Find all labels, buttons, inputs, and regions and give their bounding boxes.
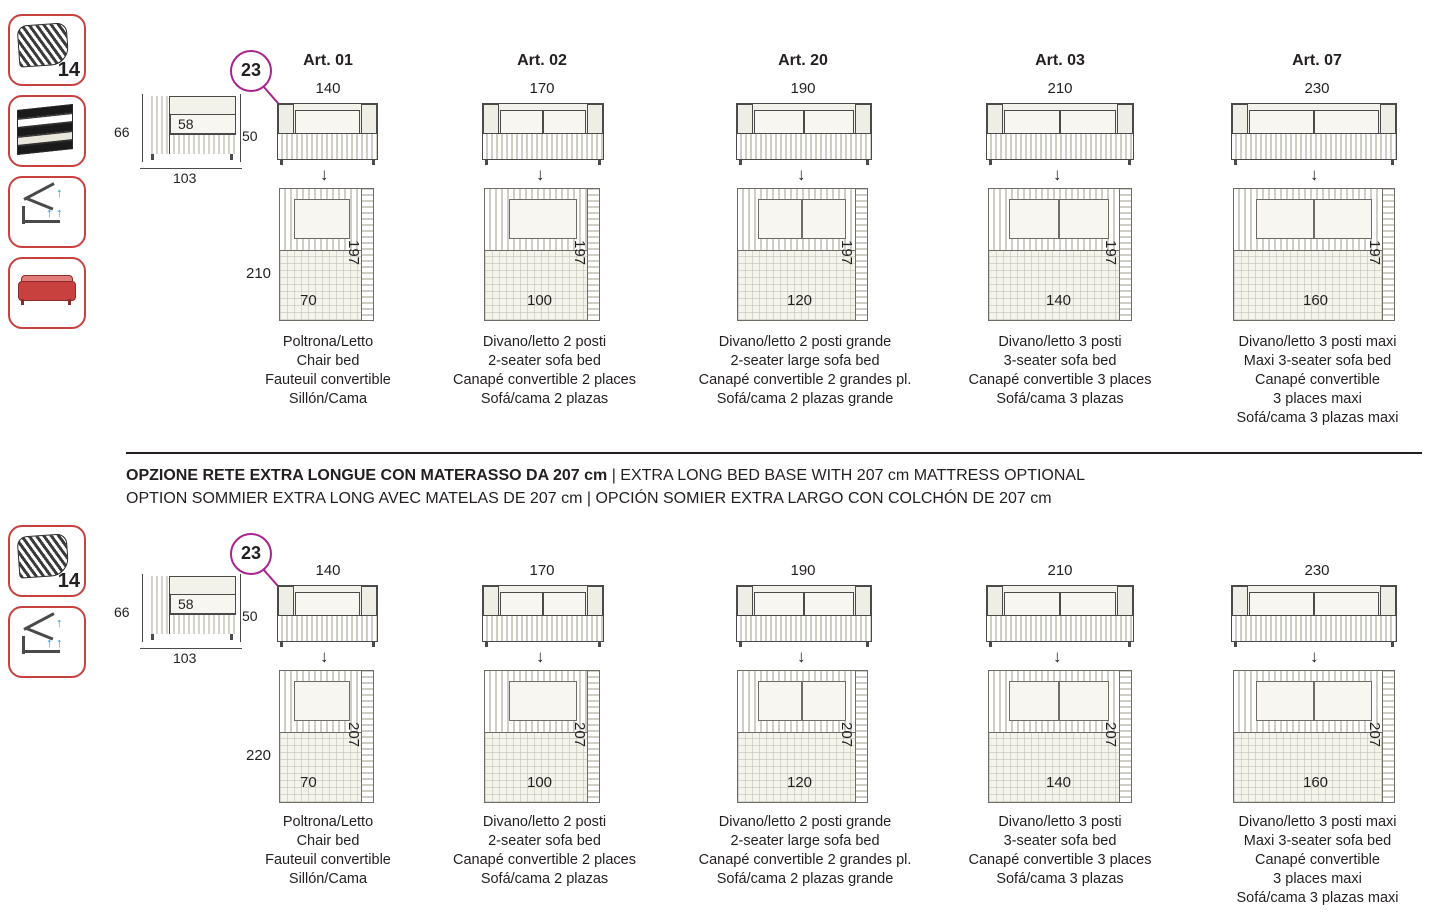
bed-width-label: 140 (1046, 774, 1072, 791)
caption-line: 3-seater sofa bed (1003, 833, 1117, 849)
note-line-1 (126, 464, 1406, 487)
mechanism-icon (8, 606, 86, 678)
sofa-front-view (986, 585, 1134, 642)
caption-line: 2-seater large sofa bed (730, 353, 880, 369)
caption-line: Canapé convertible 2 places (453, 852, 636, 868)
caption-line: Divano/letto 3 posti (998, 334, 1122, 350)
sofa-front-view (277, 585, 378, 642)
caption-line: Fauteuil convertible (265, 372, 391, 388)
item-caption (955, 333, 1165, 409)
caption-line: Chair bed (296, 353, 360, 369)
fabric-count-badge: 14 (57, 59, 80, 81)
width-label: 210 (1047, 562, 1073, 579)
caption-line: Maxi 3-seater sofa bed (1243, 833, 1392, 849)
down-arrow-icon: ↓ (797, 165, 806, 184)
profile-drawing-top (114, 88, 263, 188)
caption-line: 2-seater sofa bed (488, 833, 601, 849)
item-caption (233, 333, 423, 409)
sofa-front-view (736, 585, 872, 642)
note-line-1-rest: | EXTRA LONG BED BASE WITH 207 cm MATTRESS OPTIONAL (607, 467, 1085, 484)
bed-width-label: 100 (527, 292, 553, 309)
art-title: Art. 20 (778, 52, 828, 69)
item-caption (447, 333, 642, 409)
width-label: 140 (315, 562, 341, 579)
caption-line: Sofá/cama 2 plazas grande (716, 871, 894, 887)
bed-length-label: 207 (1366, 722, 1383, 748)
art-title: Art. 02 (517, 52, 567, 69)
bed-width-label: 120 (787, 292, 813, 309)
profile-drawing-bottom (114, 568, 263, 668)
bed-length-label: 207 (345, 722, 362, 748)
item-caption (1205, 813, 1430, 908)
icon-column-top (8, 14, 98, 338)
art-title: Art. 07 (1292, 52, 1342, 69)
caption-line: Canapé convertible 2 places (453, 372, 636, 388)
item-caption (690, 813, 920, 889)
item-caption (233, 813, 423, 889)
down-arrow-icon: ↓ (536, 165, 545, 184)
sofa-front-view (277, 103, 378, 160)
caption-line: Sofá/cama 3 plazas (996, 391, 1124, 407)
fabric-stack-icon (8, 95, 86, 167)
caption-line: Divano/letto 3 posti maxi (1238, 814, 1397, 830)
caption-line: Sillón/Cama (288, 391, 368, 407)
caption-line: Divano/letto 3 posti (998, 814, 1122, 830)
profile-seat-depth-label: 58 (175, 116, 197, 132)
item-caption (955, 813, 1165, 889)
caption-line: Divano/letto 2 posti (482, 334, 607, 350)
icon-column-bottom (8, 525, 98, 687)
caption-line: Canapé convertible 2 grandes pl. (698, 372, 912, 388)
fabric-count-badge: 14 (57, 570, 80, 592)
width-label: 170 (529, 562, 555, 579)
callout-badge-bottom: 23 (230, 533, 272, 575)
sofa-front-view (986, 103, 1134, 160)
profile-total-depth-label: 103 (173, 170, 197, 186)
bed-length-label: 197 (345, 240, 362, 266)
sofa-shape (18, 275, 74, 309)
down-arrow-icon: ↓ (1053, 165, 1062, 184)
caption-line: Canapé convertible 2 grandes pl. (698, 852, 912, 868)
extra-long-note (126, 464, 1406, 510)
down-arrow-icon: ↓ (1053, 647, 1062, 666)
bed-width-label: 100 (527, 774, 553, 791)
profile-height-label: 66 (114, 124, 130, 140)
fabric-swatch-icon (8, 14, 86, 86)
note-line-2: OPTION SOMMIER EXTRA LONG AVEC MATELAS DE 207 cm | OPCIÓN SOMIER EXTRA LARGO CON COLCHÓN DE 207 cm (126, 490, 1052, 507)
caption-line: Canapé convertible (1255, 852, 1380, 868)
profile-seat-depth-label: 58 (175, 596, 197, 612)
caption-line: Sillón/Cama (288, 871, 368, 887)
bed-width-label: 160 (1303, 292, 1329, 309)
caption-line: Sofá/cama 3 plazas (996, 871, 1124, 887)
profile-seat-height-label: 50 (242, 608, 258, 624)
art-title: Art. 03 (1035, 52, 1085, 69)
caption-line: Sofá/cama 3 plazas maxi (1236, 410, 1399, 426)
bed-width-label: 120 (787, 774, 813, 791)
caption-line: Sofá/cama 2 plazas grande (716, 391, 894, 407)
caption-line: Divano/letto 3 posti maxi (1238, 334, 1397, 350)
down-arrow-icon: ↓ (797, 647, 806, 666)
mechanism-icon (8, 176, 86, 248)
item-caption (690, 333, 920, 409)
profile-height-label: 66 (114, 604, 130, 620)
width-label: 170 (529, 80, 555, 97)
caption-line: Chair bed (296, 833, 360, 849)
width-label: 230 (1304, 80, 1330, 97)
mechanism-shape: ↑ ↑ ↑ (20, 186, 72, 234)
width-label: 230 (1304, 562, 1330, 579)
sofa-icon (8, 257, 86, 329)
bed-length-label: 197 (1102, 240, 1119, 266)
down-arrow-icon: ↓ (320, 647, 329, 666)
bed-length-label: 207 (1102, 722, 1119, 748)
item-caption (1205, 333, 1430, 428)
caption-line: 2-seater sofa bed (488, 353, 601, 369)
caption-line: 3 places maxi (1273, 871, 1362, 887)
caption-line: Maxi 3-seater sofa bed (1243, 353, 1392, 369)
bed-length-label: 197 (571, 240, 588, 266)
caption-line: Divano/letto 2 posti (482, 814, 607, 830)
sofa-front-view (1231, 103, 1397, 160)
width-label: 190 (790, 80, 816, 97)
bed-width-label: 140 (1046, 292, 1072, 309)
bed-length-label: 207 (838, 722, 855, 748)
caption-line: Sofá/cama 3 plazas maxi (1236, 890, 1399, 906)
note-line-1-bold: OPZIONE RETE EXTRA LONGUE CON MATERASSO DA 207 cm (126, 467, 608, 484)
caption-line: Poltrona/Letto (282, 334, 374, 350)
caption-line: Canapé convertible 3 places (968, 372, 1152, 388)
caption-line: Divano/letto 2 posti grande (718, 334, 892, 350)
bed-length-label: 197 (1366, 240, 1383, 266)
caption-line: Sofá/cama 2 plazas (480, 871, 609, 887)
caption-line: Poltrona/Letto (282, 814, 374, 830)
caption-line: 2-seater large sofa bed (730, 833, 880, 849)
caption-line: 3 places maxi (1273, 391, 1362, 407)
section-divider (126, 452, 1422, 454)
profile-seat-height-label: 50 (242, 128, 258, 144)
sofa-front-view (1231, 585, 1397, 642)
item-caption (447, 813, 642, 889)
caption-line: 3-seater sofa bed (1003, 353, 1117, 369)
caption-line: Canapé convertible (1255, 372, 1380, 388)
art-title: Art. 01 (303, 52, 353, 69)
stack-shape (17, 107, 71, 149)
bed-overall-length-label: 220 (246, 747, 272, 764)
down-arrow-icon: ↓ (1310, 165, 1319, 184)
caption-line: Divano/letto 2 posti grande (718, 814, 892, 830)
caption-line: Sofá/cama 2 plazas (480, 391, 609, 407)
down-arrow-icon: ↓ (536, 647, 545, 666)
callout-badge-top: 23 (230, 50, 272, 92)
width-label: 210 (1047, 80, 1073, 97)
bed-width-label: 70 (300, 292, 317, 309)
sofa-front-view (482, 585, 604, 642)
caption-line: Fauteuil convertible (265, 852, 391, 868)
sofa-front-view (736, 103, 872, 160)
sofa-front-view (482, 103, 604, 160)
bed-overall-length-label: 210 (246, 265, 272, 282)
bed-width-label: 160 (1303, 774, 1329, 791)
width-label: 140 (315, 80, 341, 97)
caption-line: Canapé convertible 3 places (968, 852, 1152, 868)
down-arrow-icon: ↓ (1310, 647, 1319, 666)
bed-width-label: 70 (300, 774, 317, 791)
profile-total-depth-label: 103 (173, 650, 197, 666)
mechanism-shape: ↑ ↑ ↑ (20, 616, 72, 664)
bed-length-label: 197 (838, 240, 855, 266)
width-label: 190 (790, 562, 816, 579)
fabric-swatch-icon (8, 525, 86, 597)
down-arrow-icon: ↓ (320, 165, 329, 184)
bed-length-label: 207 (571, 722, 588, 748)
